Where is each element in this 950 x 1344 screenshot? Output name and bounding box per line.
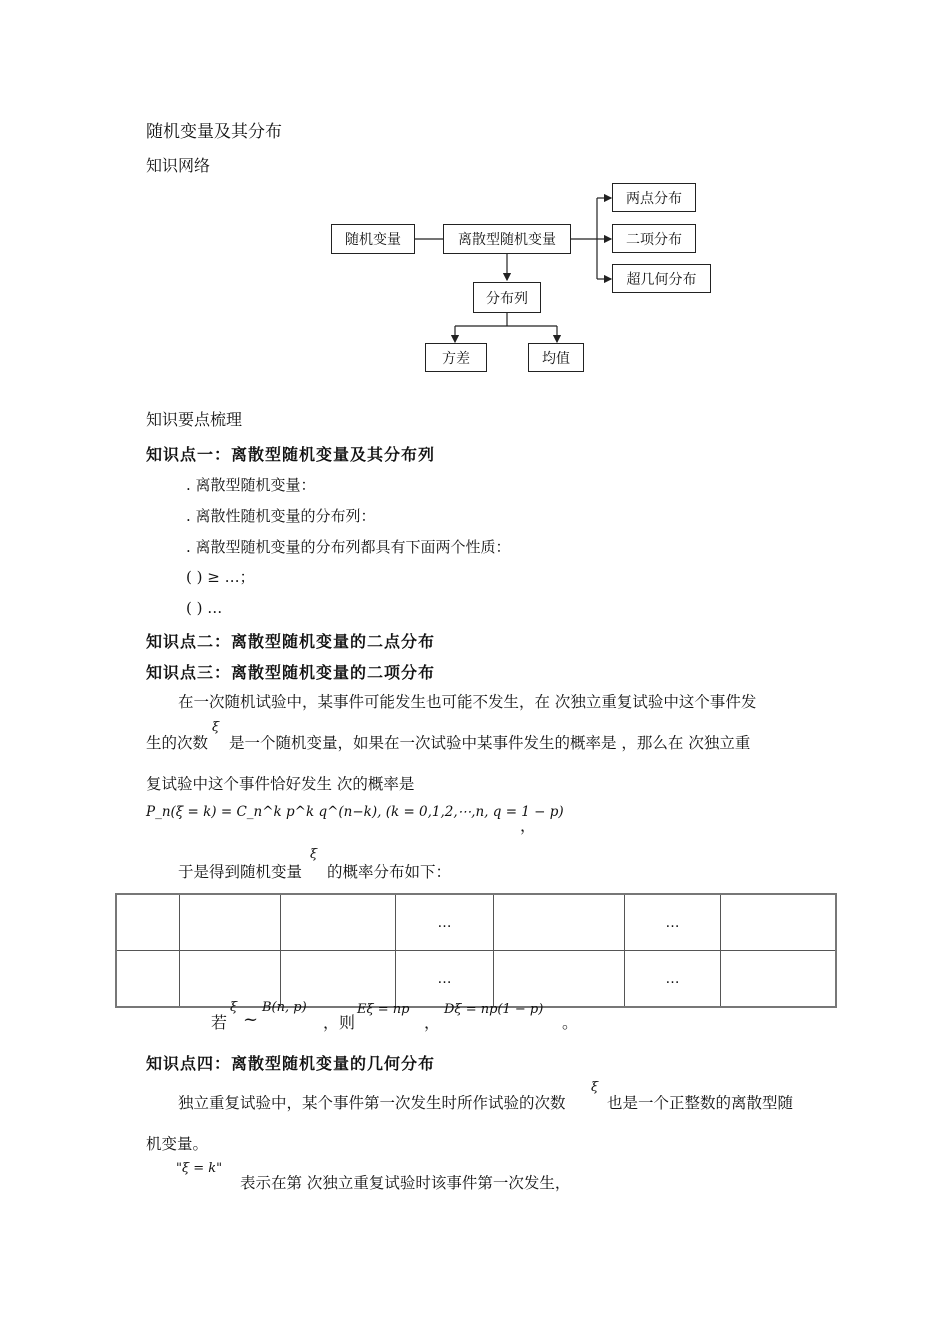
table-cell: … (625, 951, 721, 1008)
formula-suffix: ， (520, 816, 537, 835)
kp3-paragraph-line-3: 复试验中这个事件恰好发生 次的概率是 (146, 775, 415, 793)
node-hypergeometric-distribution: 超几何分布 (612, 264, 711, 293)
table-cell (721, 951, 837, 1008)
table-cell: … (396, 894, 494, 951)
binomial-formula: P_n(ξ = k) = C_n^k p^k q^(n−k), (k = 0,1,2,⋯,n, q = 1 − p) (146, 804, 564, 820)
node-variance: 方差 (425, 343, 487, 372)
kp3-paragraph-line-2a: 生的次数 (146, 734, 209, 752)
kp3-heading: 知识点三：离散型随机变量的二项分布 (146, 663, 436, 682)
if-text: 若 (211, 1013, 228, 1032)
section-title-network: 知识网络 (146, 156, 211, 175)
kp4-last-line: 表示在第 次独立重复试验时该事件第一次发生， (240, 1174, 571, 1192)
table-cell (180, 951, 281, 1008)
table-cell (494, 951, 625, 1008)
kp1-item-1: . 离散型随机变量： (186, 476, 316, 494)
xi-equals-k-formula: "ξ = k" (176, 1161, 223, 1176)
kp3-paragraph-line-1: 在一次随机试验中，某事件可能发生也可能不发生，在 次独立重复试验中这个事件发 (178, 693, 757, 711)
table-row (116, 951, 836, 1008)
kp3-paragraph-line-2b: 是一个随机变量，如果在一次试验中某事件发生的概率是 ，那么在 次独立重 (229, 734, 751, 752)
sim-symbol: ~ (243, 1009, 259, 1030)
kp4-paragraph-line-1b: 也是一个正整数的离散型随 (607, 1094, 794, 1112)
kp4-heading: 知识点四：离散型随机变量的几何分布 (146, 1054, 436, 1073)
binomial-distribution-table (115, 893, 837, 1008)
table-cell (180, 894, 281, 951)
table-cell: … (625, 894, 721, 951)
table-cell (281, 894, 396, 951)
period: 。 (562, 1013, 579, 1032)
table-cell (116, 894, 180, 951)
node-two-point-distribution: 两点分布 (612, 183, 696, 212)
node-binomial-distribution: 二项分布 (612, 224, 696, 253)
kp4-paragraph-line-1a: 独立重复试验中，某个事件第一次发生时所作试验的次数 (178, 1094, 566, 1112)
xi-symbol: ξ (230, 1000, 238, 1015)
table-cell: … (396, 951, 494, 1008)
dist-intro-b: 的概率分布如下： (327, 863, 452, 881)
variance-formula: Dξ = np(1 − p) (444, 1002, 544, 1017)
xi-symbol: ξ (591, 1080, 599, 1095)
table-cell (494, 894, 625, 951)
diagram-connectors (0, 0, 950, 400)
kp1-heading: 知识点一：离散型随机变量及其分布列 (146, 445, 436, 464)
node-distribution-list: 分布列 (473, 282, 541, 313)
node-random-variable: 随机变量 (331, 224, 415, 254)
node-discrete-random-variable: 离散型随机变量 (443, 224, 571, 254)
table-cell (721, 894, 837, 951)
xi-symbol: ξ (212, 720, 220, 735)
table-cell (281, 951, 396, 1008)
table-row (116, 894, 836, 951)
dist-intro-a: 于是得到随机变量 (178, 863, 303, 881)
kp1-item-2: . 离散性随机变量的分布列： (186, 507, 376, 525)
binomial-notation: B(n, p) (262, 1000, 307, 1015)
kp1-property-1: ( ) ≥ …； (186, 568, 255, 586)
page-title: 随机变量及其分布 (146, 122, 282, 142)
then-text: ，则 (323, 1013, 356, 1032)
kp1-item-3: . 离散型随机变量的分布列都具有下面两个性质： (186, 538, 511, 556)
kp4-paragraph-line-2: 机变量。 (146, 1135, 209, 1153)
table-cell (116, 951, 180, 1008)
key-points-heading: 知识要点梳理 (146, 410, 243, 429)
comma: ， (424, 1013, 441, 1032)
kp2-heading: 知识点二：离散型随机变量的二点分布 (146, 632, 436, 651)
expectation-formula: Eξ = np (357, 1002, 410, 1017)
kp1-property-2: ( ) … (186, 599, 223, 617)
node-mean: 均值 (528, 343, 584, 372)
xi-symbol: ξ (310, 847, 318, 862)
